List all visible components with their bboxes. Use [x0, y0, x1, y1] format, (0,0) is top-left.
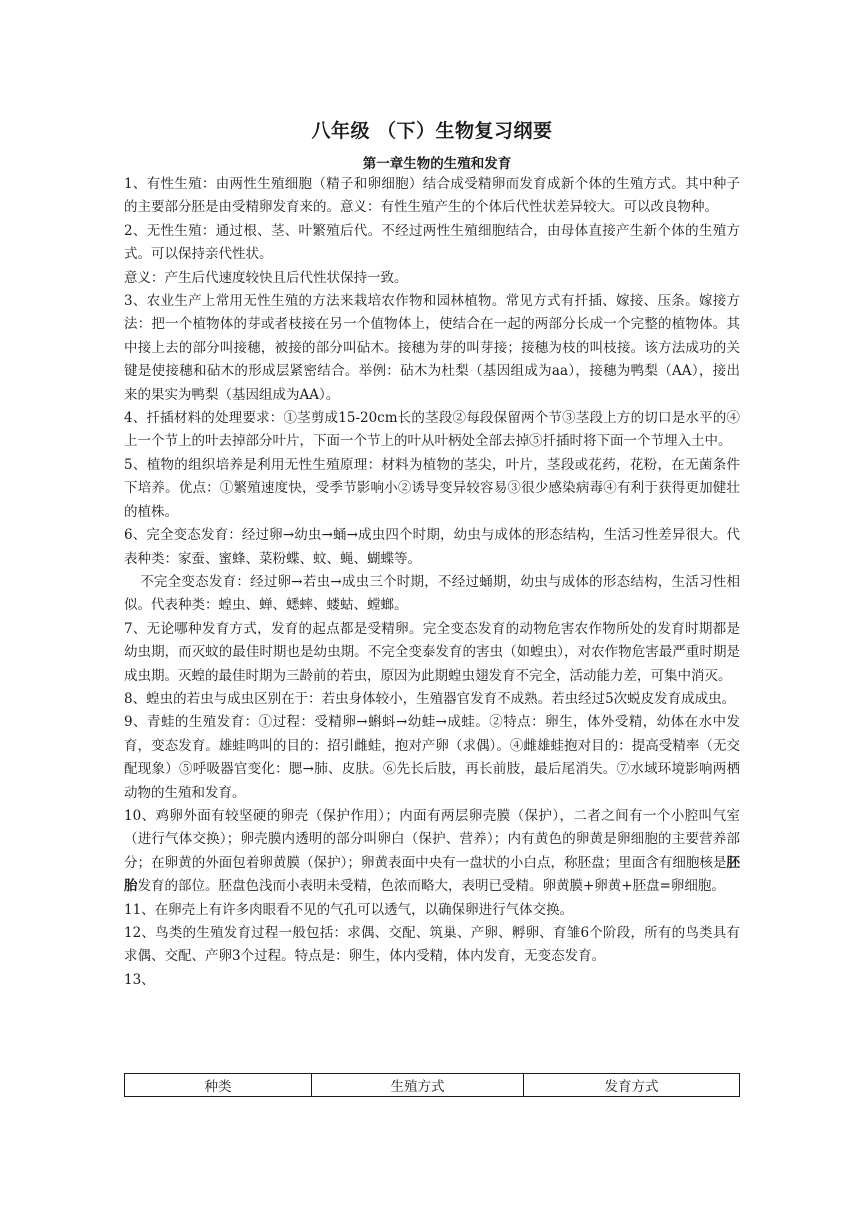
table-header-cell: 发育方式 [524, 1074, 740, 1097]
table-header-cell: 生殖方式 [312, 1074, 524, 1097]
paragraph-2-significance: 意义：产生后代速度较快且后代性状保持一致。 [124, 269, 408, 286]
paragraph-7: 7、无论哪种发育方式，发育的起点都是受精卵。完全变态发育的动物危害农作物所处的发育时期都是幼虫期，而灭蚊的最佳时期也是幼虫期。不完全变泰发育的害虫（如蝗虫），对农作物危害最严重时期是成虫期。灭蝗的最佳时期为三龄前的若虫，原因为此期蝗虫翅发育不完全，活动能力差，可集中消灭。 [124, 620, 740, 684]
paragraph-8: 8、蝗虫的若虫与成虫区别在于：若虫身体较小，生殖器官发育不成熟。若虫经过5次蜕皮发育成成虫。 [124, 690, 736, 707]
document-title: 八年级 （下）生物复习纲要 [311, 120, 553, 142]
paragraph-9: 9、青蛙的生殖发育：①过程：受精卵→蝌蚪→幼蛙→成蛙。②特点：卵生，体外受精，幼体在水中发育，变态发育。雄蛙鸣叫的目的：招引雌蛙，抱对产卵（求偶）。④雌雄蛙抱对目的：提高受精率（无交配现象）⑤呼吸器官变化：腮→肺、皮肤。⑥先长后肢，再长前肢，最后尾消失。⑦水域环境影响两栖动物的生殖和发育。 [124, 714, 740, 801]
paragraph-10 [124, 805, 740, 899]
paragraph-11: 11、在卵壳上有许多肉眼看不见的气孔可以透气，以确保卵进行气体交换。 [124, 901, 574, 918]
paragraph-5: 5、植物的组织培养是利用无性生殖原理：材料为植物的茎尖，叶片，茎段或花药，花粉，在无菌条件下培养。优点：①繁殖速度快，受季节影响小②诱导变异较容易③很少感染病毒④有利于获得更加健壮的植株。 [124, 456, 740, 520]
document-body [124, 173, 740, 992]
paragraph-13: 13、 [124, 971, 155, 988]
table-header-row [125, 1074, 740, 1097]
paragraph-6: 6、完全变态发育：经过卵→幼虫→蛹→成虫四个时期，幼虫与成体的形态结构，生活习性差异很大。代表种类：家蚕、蜜蜂、菜粉蝶、蚊、蝇、蝴蝶等。 [124, 527, 740, 567]
paragraph-10-part2: 发育的部位。胚盘色浅而小表明未受精，色浓而略大，表明已受精。卵黄膜+卵黄+胚盘=卵细胞。 [137, 878, 725, 895]
paragraph-1: 1、有性生殖：由两性生殖细胞（精子和卵细胞）结合成受精卵而发育成新个体的生殖方式。其中种子的主要部分胚是由受精卵发育来的。意义：有性生殖产生的个体后代性状差异较大。可以改良物种。 [124, 176, 740, 216]
paragraph-12: 12、鸟类的生殖发育过程一般包括：求偶、交配、筑巢、产卵、孵卵、育雏6个阶段，所有的鸟类具有求偶、交配、产卵3个过程。特点是：卵生，体内受精，体内发育，无变态发育。 [124, 925, 740, 965]
paragraph-10-bold: 胚胎 [124, 854, 740, 895]
paragraph-6-incomplete: 不完全变态发育：经过卵→若虫→成虫三个时期，不经过蛹期，幼虫与成体的形态结构，生活习性相似。代表种类：蝗虫、蝉、蟋蟀、蝼蛄、螳螂。 [124, 573, 740, 614]
table-header-cell: 种类 [125, 1074, 312, 1097]
paragraph-4: 4、扦插材料的处理要求：①茎剪成15-20cm长的茎段②每段保留两个节③茎段上方的切口是水平的④上一个节上的叶去掉部分叶片，下面一个节上的叶从叶柄处全部去掉⑤扦插时将下面一个节埋入土中。 [124, 410, 740, 450]
reproduction-table [124, 1073, 740, 1097]
paragraph-10-part1: 10、鸡卵外面有较坚硬的卵壳（保护作用）；内面有两层卵壳膜（保护），二者之间有一个小腔叫气室（进行气体交换）；卵壳膜内透明的部分叫卵白（保护、营养）；内有黄色的卵黄是卵细胞的主要营养部分；在卵黄的外面包着卵黄膜（保护）；卵黄表面中央有一盘状的小白点，称胚盘；里面含有细胞核是 [124, 807, 740, 871]
paragraph-2: 2、无性生殖：通过根、茎、叶繁殖后代。不经过两性生殖细胞结合，由母体直接产生新个体的生殖方式。可以保持亲代性状。 [124, 222, 740, 263]
chapter-heading: 第一章生物的生殖和发育 [362, 156, 512, 172]
paragraph-3: 3、农业生产上常用无性生殖的方法来栽培农作物和园林植物。常见方式有扦插、嫁接、压条。嫁接方法：把一个植物体的芽或者枝接在另一个值物体上，使结合在一起的两部分长成一个完整的植物体。其中接上去的部分叫接穗，被接的部分叫砧木。接穗为芽的叫芽接；接穗为枝的叫枝接。该方法成功的关键是使接穗和砧木的形成层紧密结合。举例：砧木为杜梨（基因组成为aa），接穗为鸭梨（AA），接出来的果实为鸭梨（基因组成为AA）。 [124, 293, 740, 403]
